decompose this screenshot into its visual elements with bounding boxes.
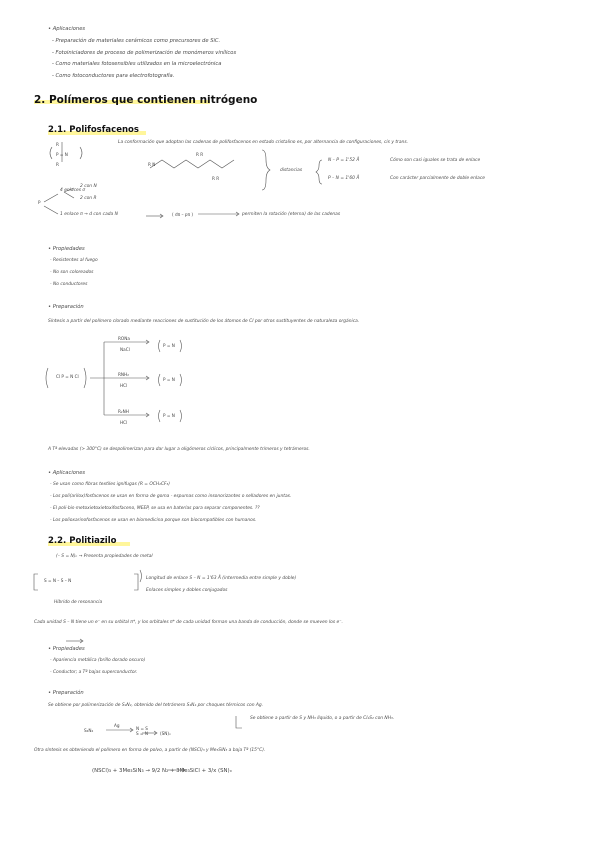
sigma-bonds: 4 enlaces σ (60, 188, 86, 193)
section-title: 2. Polímeros que contienen nitrógeno (34, 94, 258, 106)
app-item: - Los polioxarinofosfacenos se usan en biomedicina porque son biocompatibles con humanos. (50, 518, 257, 523)
product: P = N (163, 377, 175, 382)
rotation-text: permiten la rotación (eterna) de las cadenas (242, 212, 341, 217)
subsection-title: 2.1. Polifosfacenos (48, 125, 139, 135)
list-item: - Como fotoconductores para electrofotografía. (52, 73, 175, 79)
s2n2: N = S S = N (136, 726, 148, 736)
prop-item: - Conductor; a Tª bajas superconductor. (50, 670, 138, 675)
monomer-label: R (56, 162, 59, 167)
byproduct: HCl (120, 420, 128, 425)
subsection-title: 2.2. Politiazilo (48, 536, 117, 546)
prep-title: • Preparación (48, 304, 84, 310)
app-item: - Los poli(arilox)fosfacenos se usan en forma de goma - espumas como insonorizantes o selladores en juntas. (50, 494, 292, 499)
sn-text: (– S = N)ₙ → Presenta propiedades de metal (56, 554, 153, 559)
list-item: - Fotoiniciadores de proceso de polimerización de monómeros vinílicos (52, 50, 237, 56)
d-pi: ( dπ – pπ ) (172, 212, 194, 217)
resonance-label: Híbrido de resonancia (54, 600, 103, 605)
conformation-text: La conformación que adoptan las cadenas de polifosfacenos en estado cristalino es, por alternancia de configuraciones, cis y trans. (118, 140, 408, 145)
distances-label: distancias (280, 168, 303, 173)
two-n: 2 con N (80, 184, 97, 189)
product: P = N (163, 413, 175, 418)
prop-item: - Resistentes al fuego (50, 258, 98, 263)
band-text: Cada unidad S – N tiene un e⁻ en su orbital π*, y los orbitales π* de cada unidad forman una banda de conducción, donde se mueven los e⁻. (34, 620, 343, 625)
pi-bond: 1 enlace π → d con cada N (60, 212, 118, 217)
resonance-structure: S = N – S – N (44, 578, 72, 583)
bond-length-text: Longitud de enlace S – N = 1'63 Å (intermedia entre simple y doble) (146, 576, 297, 581)
prep-title: • Preparación (48, 690, 84, 696)
chain-label: R N (148, 162, 156, 167)
temperature-text: A Tª elevadas (> 300°C) se despolimerizan para dar lugar a oligómeros cíclicos, principalmente trímeros y tetrámeros. (48, 447, 310, 452)
reaction-catalyst: Ag (114, 723, 120, 728)
byproduct: HCl (120, 383, 128, 388)
chain-label: R R (196, 152, 204, 157)
apps-title: • Aplicaciones (48, 470, 86, 476)
prop-item: - No conductores (50, 282, 88, 287)
reaction-product: (SN)ₓ (160, 731, 171, 736)
p-atom: P (38, 200, 41, 205)
app-item: - Se usan como fibras textiles ignífugas (R = OCH₂CF₃) (50, 482, 171, 487)
list-heading: • Aplicaciones (48, 26, 86, 32)
prep-text: Se obtiene a partir de S y NH₃ líquido, o a partir de Cl₂S₂ con NH₃. (250, 716, 395, 721)
monomer-label: P = N (56, 152, 68, 157)
prop-item: - Apariencia metálica (brillo dorado oscuro) (50, 658, 146, 663)
chloro-polymer: Cl P = N Cl (56, 374, 79, 379)
two-r: 2 con R (80, 196, 97, 201)
prep-text: Síntesis a partir del polímero clorado mediante reacciones de sustitución de los átomos de Cl por otros sustituyentes de naturaleza orgánica. (48, 319, 360, 324)
distance-note-2: Con carácter parcialmente de doble enlace (390, 176, 485, 181)
props-title: • Propiedades (48, 646, 85, 652)
props-title: • Propiedades (48, 246, 85, 252)
reaction-reactant: S₄N₄ (84, 728, 94, 733)
prop-item: - No son coloreados (50, 270, 94, 275)
reagent: RONa (118, 336, 130, 341)
distance-1: N – P = 1'52 Å (328, 158, 360, 163)
other-synthesis-text: Otra síntesis es obteniendo el polímero en forma de polvo, a partir de (NSCl)₃ y Me₃SiN₃ a baja Tª (15°C). (34, 748, 266, 753)
distance-note-1: Cómo son casi iguales se trata de enlace (390, 158, 481, 163)
chain-label: R R (212, 176, 220, 181)
monomer-label: R (56, 142, 59, 147)
distance-2: P – N = 1'60 Å (328, 176, 360, 181)
product: P = N (163, 343, 175, 348)
reagent: R₂NH (118, 409, 129, 414)
prep-text: Se obtiene por polimerización de S₂N₂, obtenido del tetrámero S₄N₄ por choques térmicos con Ag. (48, 703, 264, 708)
list-item: - Como materiales fotosensibles utilizados en la microelectrónica (52, 61, 222, 67)
bond-type-text: Enlaces simples y dobles conjugados (146, 588, 228, 593)
reaction-2: (NSCl)₃ + 3Me₃SiN₃ → 9/2 N₂ + 3Me₃SiCl + 3/x (SN)ₓ (92, 768, 233, 774)
list-item: - Preparación de materiales cerámicos como precursores de SiC. (52, 38, 221, 44)
byproduct: NaCl (120, 347, 130, 352)
reagent: RNH₂ (118, 372, 129, 377)
app-item: - El poli-bis-metoxietoxietoxifosfaceno, MEEP, se usa en baterías para separar componentes. ?? (50, 506, 260, 511)
